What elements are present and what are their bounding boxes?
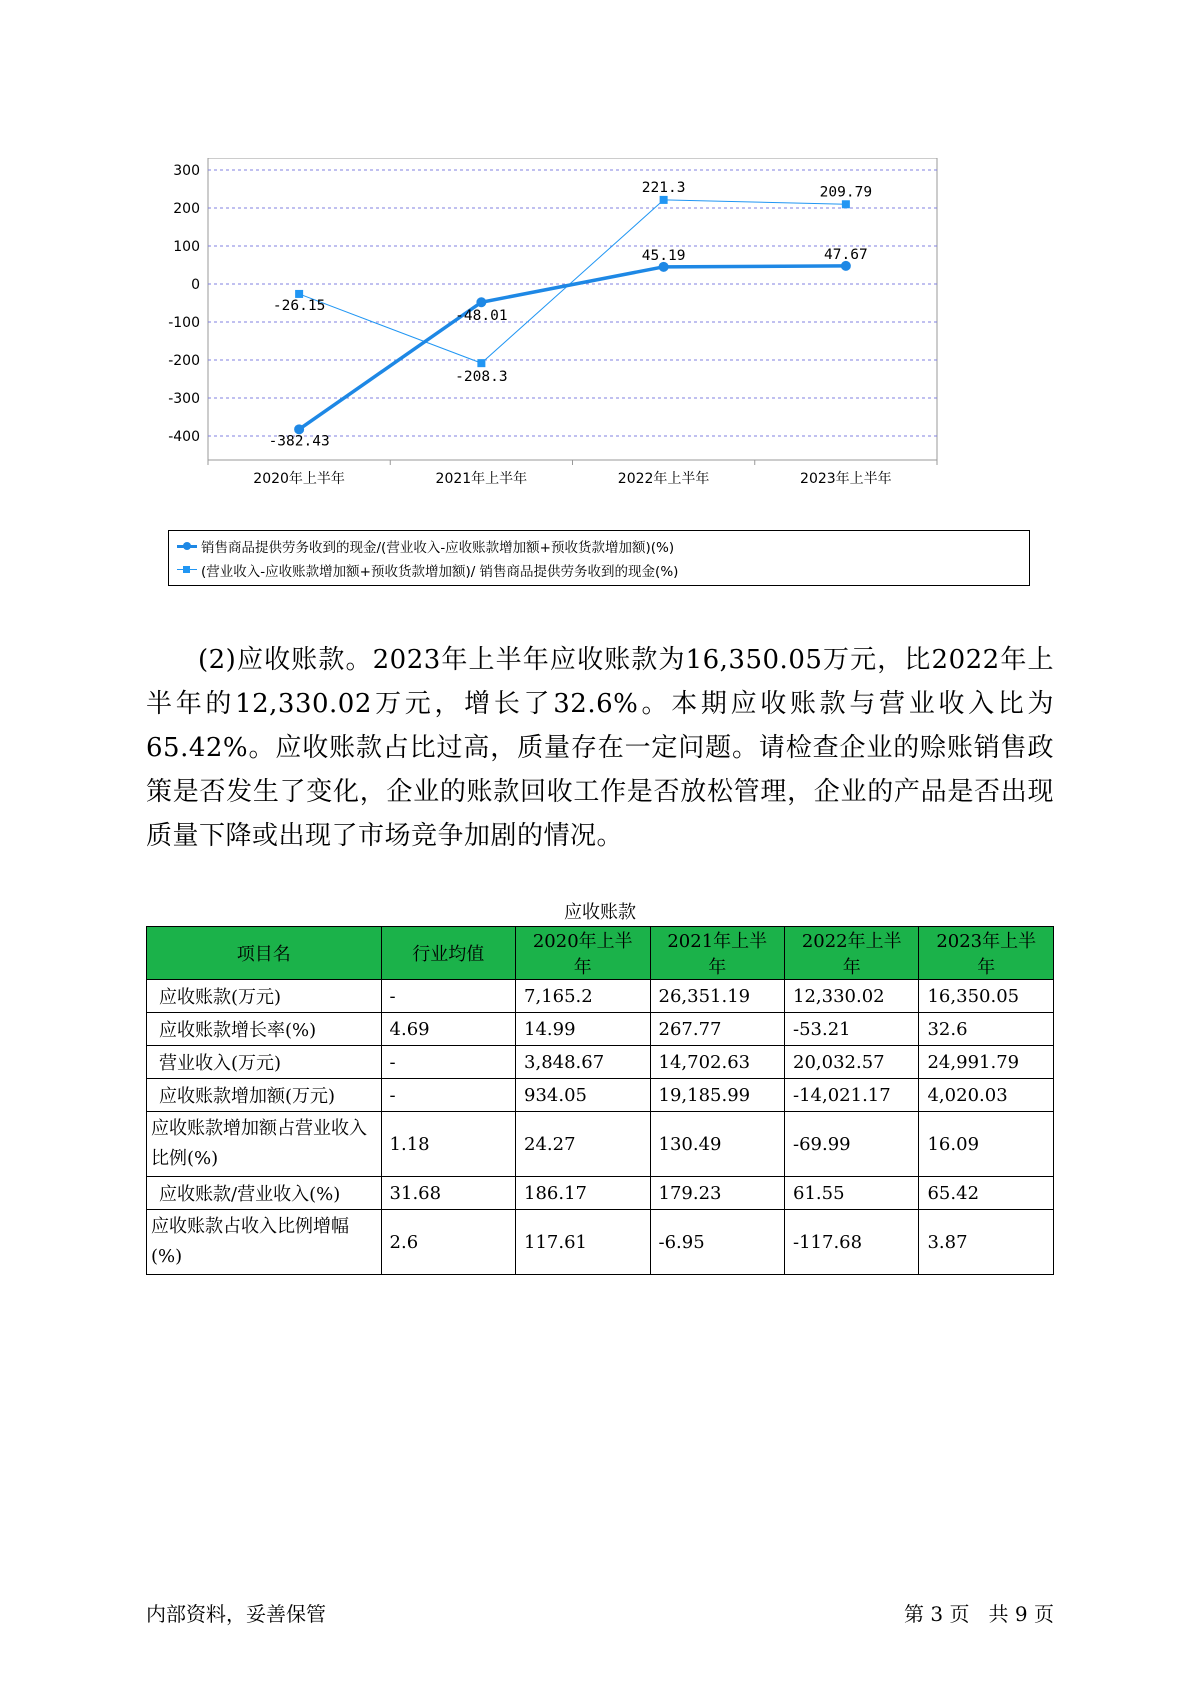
header-cell: 2021年上半年 (650, 927, 784, 980)
header-cell: 2023年上半年 (919, 927, 1054, 980)
table-cell: 14,702.63 (650, 1046, 784, 1079)
row-name: 应收账款占收入比例增幅(%) (147, 1210, 382, 1275)
series-2-data-label: -208.3 (455, 369, 508, 386)
series-1-data-label: 47.67 (824, 246, 868, 263)
legend-line-circle-icon (177, 540, 197, 552)
table-cell: 4.69 (381, 1013, 515, 1046)
table-row (147, 1046, 1054, 1079)
series-1-line (299, 266, 846, 429)
table-cell: 130.49 (650, 1112, 784, 1177)
x-tick-label: 2020年上半年 (253, 471, 345, 487)
table-row (147, 1210, 1054, 1275)
series-1-data-label: 45.19 (641, 247, 686, 264)
table-cell: 934.05 (516, 1079, 650, 1112)
table-cell: 20,032.57 (785, 1046, 919, 1079)
legend-item-series-1 (177, 535, 674, 557)
y-tick-label: -300 (168, 391, 200, 407)
y-tick-label: 300 (173, 163, 200, 179)
row-name: 营业收入(万元) (147, 1046, 382, 1079)
row-name: 应收账款增加额(万元) (147, 1079, 382, 1112)
table-cell: 186.17 (516, 1177, 650, 1210)
y-tick-label: -200 (168, 353, 200, 369)
footer-note: 内部资料，妥善保管 (146, 1602, 326, 1626)
receivables-paragraph (146, 638, 1054, 858)
row-name: 应收账款/营业收入(%) (147, 1177, 382, 1210)
table-cell: 14.99 (516, 1013, 650, 1046)
table-cell: 267.77 (650, 1013, 784, 1046)
table-cell: 24.27 (516, 1112, 650, 1177)
table-cell: -14,021.17 (785, 1079, 919, 1112)
table-row (147, 1177, 1054, 1210)
table-cell: 16.09 (919, 1112, 1054, 1177)
table-cell: 2.6 (381, 1210, 515, 1275)
table-cell: - (381, 1079, 515, 1112)
table-cell: -69.99 (785, 1112, 919, 1177)
table-cell: 1.18 (381, 1112, 515, 1177)
table-cell: 26,351.19 (650, 980, 784, 1013)
x-tick-label: 2021年上半年 (435, 471, 528, 487)
receivables-table (146, 926, 1054, 1275)
table-cell: 179.23 (650, 1177, 784, 1210)
legend-line-square-icon (177, 564, 197, 576)
row-name: 应收账款增加额占营业收入比例(%) (147, 1112, 382, 1177)
table-cell: 31.68 (381, 1177, 515, 1210)
table-row (147, 1079, 1054, 1112)
table-cell: 117.61 (516, 1210, 650, 1275)
table-row (147, 980, 1054, 1013)
header-cell: 项目名 (147, 927, 382, 980)
series-1-data-label: -48.01 (455, 308, 508, 325)
paragraph-text: (2)应收账款。2023年上半年应收账款为16,350.05万元，比2022年上半年的12,330.02万元，增长了32.6%。本期应收账款与营业收入比为65.42%。应收账款占比过高，质量存在一定问题。请检查企业的赊账销售政策是否发生了变化，企业的账款回收工作是否放松管理，企业的产品是否出现质量下降或出现了市场竞争加剧的情况。 (146, 645, 1054, 851)
x-tick-label: 2023年上半年 (800, 471, 892, 487)
table-title: 应收账款 (564, 902, 636, 923)
row-name: 应收账款增长率(%) (147, 1013, 382, 1046)
table-cell: - (381, 980, 515, 1013)
series-2-line (299, 200, 846, 363)
y-tick-label: 200 (173, 201, 200, 217)
table-cell: 3.87 (919, 1210, 1054, 1275)
table-cell: 32.6 (919, 1013, 1054, 1046)
header-cell: 2022年上半年 (785, 927, 919, 980)
table-cell: 7,165.2 (516, 980, 650, 1013)
table-header-row (147, 927, 1054, 980)
legend-label-series-1: 销售商品提供劳务收到的现金/(营业收入-应收账款增加额+预收货款增加额)(%) (201, 540, 675, 556)
y-tick-label: 0 (191, 277, 200, 293)
table-cell: -53.21 (785, 1013, 919, 1046)
table-cell: 3,848.67 (516, 1046, 650, 1079)
table-cell: - (381, 1046, 515, 1079)
table-cell: 24,991.79 (919, 1046, 1054, 1079)
legend-item-series-2 (177, 559, 678, 581)
table-row (147, 1013, 1054, 1046)
y-tick-label: -100 (168, 315, 200, 331)
chart-legend (168, 530, 1030, 586)
series-2-point (295, 290, 303, 298)
x-tick-label: 2022年上半年 (617, 471, 710, 487)
series-2-data-label: 221.3 (641, 179, 686, 196)
table-cell: 16,350.05 (919, 980, 1054, 1013)
series-2-data-label: 209.79 (819, 184, 873, 201)
page-number: 第 3 页 共 9 页 (904, 1602, 1054, 1626)
header-cell: 2020年上半年 (516, 927, 650, 980)
y-tick-label: 100 (173, 239, 200, 255)
table-row (147, 1112, 1054, 1177)
row-name: 应收账款(万元) (147, 980, 382, 1013)
table-cell: -6.95 (650, 1210, 784, 1275)
series-2-data-label: -26.15 (272, 297, 326, 314)
series-2-point (477, 359, 485, 367)
table-cell: 19,185.99 (650, 1079, 784, 1112)
table-cell: 61.55 (785, 1177, 919, 1210)
table-cell: 4,020.03 (919, 1079, 1054, 1112)
table-cell: 12,330.02 (785, 980, 919, 1013)
table-cell: -117.68 (785, 1210, 919, 1275)
table-cell: 65.42 (919, 1177, 1054, 1210)
header-cell: 行业均值 (381, 927, 515, 980)
series-1-point (476, 297, 486, 307)
chart-svg (162, 158, 1037, 530)
line-chart (162, 158, 1037, 586)
series-2-point (842, 200, 850, 208)
series-1-data-label: -382.43 (268, 433, 330, 450)
series-2-point (660, 196, 668, 204)
y-tick-label: -400 (168, 429, 200, 445)
legend-label-series-2: (营业收入-应收账款增加额+预收货款增加额)/ 销售商品提供劳务收到的现金(%) (201, 564, 679, 580)
